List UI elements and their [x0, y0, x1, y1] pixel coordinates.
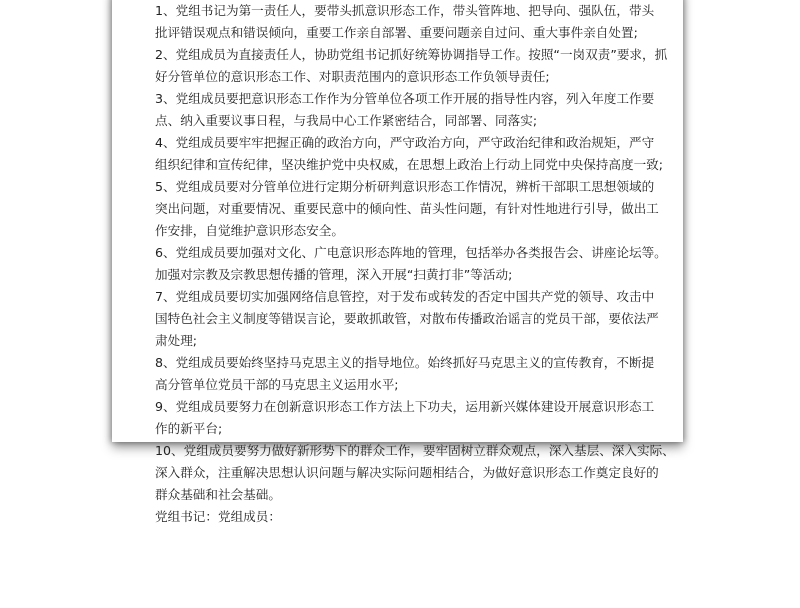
text-line: 6、党组成员要加强对文化、广电意识形态阵地的管理，包括举办各类报告会、讲座论坛等。 — [155, 245, 667, 260]
paragraph-9 — [155, 396, 655, 440]
paragraph-6 — [155, 242, 667, 286]
text-line: 国特色社会主义制度等错误言论，要敢抓敢管，对散布传播政治谣言的党员干部，要依法严 — [155, 311, 659, 326]
paragraph-8 — [155, 352, 655, 396]
paragraph-10 — [155, 440, 675, 506]
text-line: 深入群众，注重解决思想认识问题与解决实际问题相结合，为做好意识形态工作奠定良好的 — [155, 465, 659, 480]
text-line: 群众基础和社会基础。 — [155, 487, 281, 502]
text-line: 党组书记：党组成员： — [155, 509, 281, 524]
text-line: 5、党组成员要对分管单位进行定期分析研判意识形态工作情况，辨析干部职工思想领域的 — [155, 179, 655, 194]
document-page — [112, 0, 683, 524]
text-line: 作安排，自觉维护意识形态安全。 — [155, 223, 344, 238]
text-line: 3、党组成员要把意识形态工作作为分管单位各项工作开展的指导性内容，列入年度工作要 — [155, 91, 655, 106]
document-body — [155, 0, 675, 528]
text-line: 8、党组成员要始终坚持马克思主义的指导地位。始终抓好马克思主义的宣传教育，不断提 — [155, 355, 655, 370]
text-line: 2、党组成员为直接责任人，协助党组书记抓好统筹协调指导工作。按照“一岗双责”要求，抓 — [155, 47, 668, 62]
text-line: 批评错误观点和错误倾向，重要工作亲自部署、重要问题亲自过问、重大事件亲自处置; — [155, 25, 638, 40]
signature-line — [155, 506, 647, 528]
text-line: 好分管单位的意识形态工作、对职责范围内的意识形态工作负领导责任; — [155, 69, 550, 84]
text-line: 4、党组成员要牢牢把握正确的政治方向，严守政治方向，严守政治纪律和政治规矩，严守 — [155, 135, 655, 150]
text-line: 肃处理; — [155, 333, 198, 348]
paragraph-4 — [155, 132, 663, 176]
paragraph-7 — [155, 286, 659, 352]
text-line: 高分管单位党员干部的马克思主义运用水平; — [155, 377, 399, 392]
text-line: 9、党组成员要努力在创新意识形态工作方法上下功夫，运用新兴媒体建设开展意识形态工 — [155, 399, 655, 414]
paragraph-3 — [155, 88, 655, 132]
text-line: 突出问题，对重要情况、重要民意中的倾向性、苗头性问题，有针对性地进行引导，做出工 — [155, 201, 659, 216]
text-line: 7、党组成员要切实加强网络信息管控，对于发布或转发的否定中国共产党的领导、攻击中 — [155, 289, 655, 304]
paragraph-2 — [155, 44, 668, 88]
paragraph-5 — [155, 176, 659, 242]
text-line: 加强对宗教及宗教思想传播的管理，深入开展“扫黄打非”等活动; — [155, 267, 513, 282]
paragraph-1 — [155, 0, 655, 44]
text-line: 作的新平台; — [155, 421, 223, 436]
text-line: 1、党组书记为第一责任人，要带头抓意识形态工作，带头管阵地、把导向、强队伍，带头 — [155, 3, 655, 18]
text-line: 点、纳入重要议事日程，与我局中心工作紧密结合，同部署、同落实; — [155, 113, 538, 128]
text-line: 10、党组成员要努力做好新形势下的群众工作，要牢固树立群众观点，深入基层、深入实际、 — [155, 443, 675, 458]
text-line: 组织纪律和宣传纪律，坚决维护党中央权威，在思想上政治上行动上同党中央保持高度一致; — [155, 157, 663, 172]
